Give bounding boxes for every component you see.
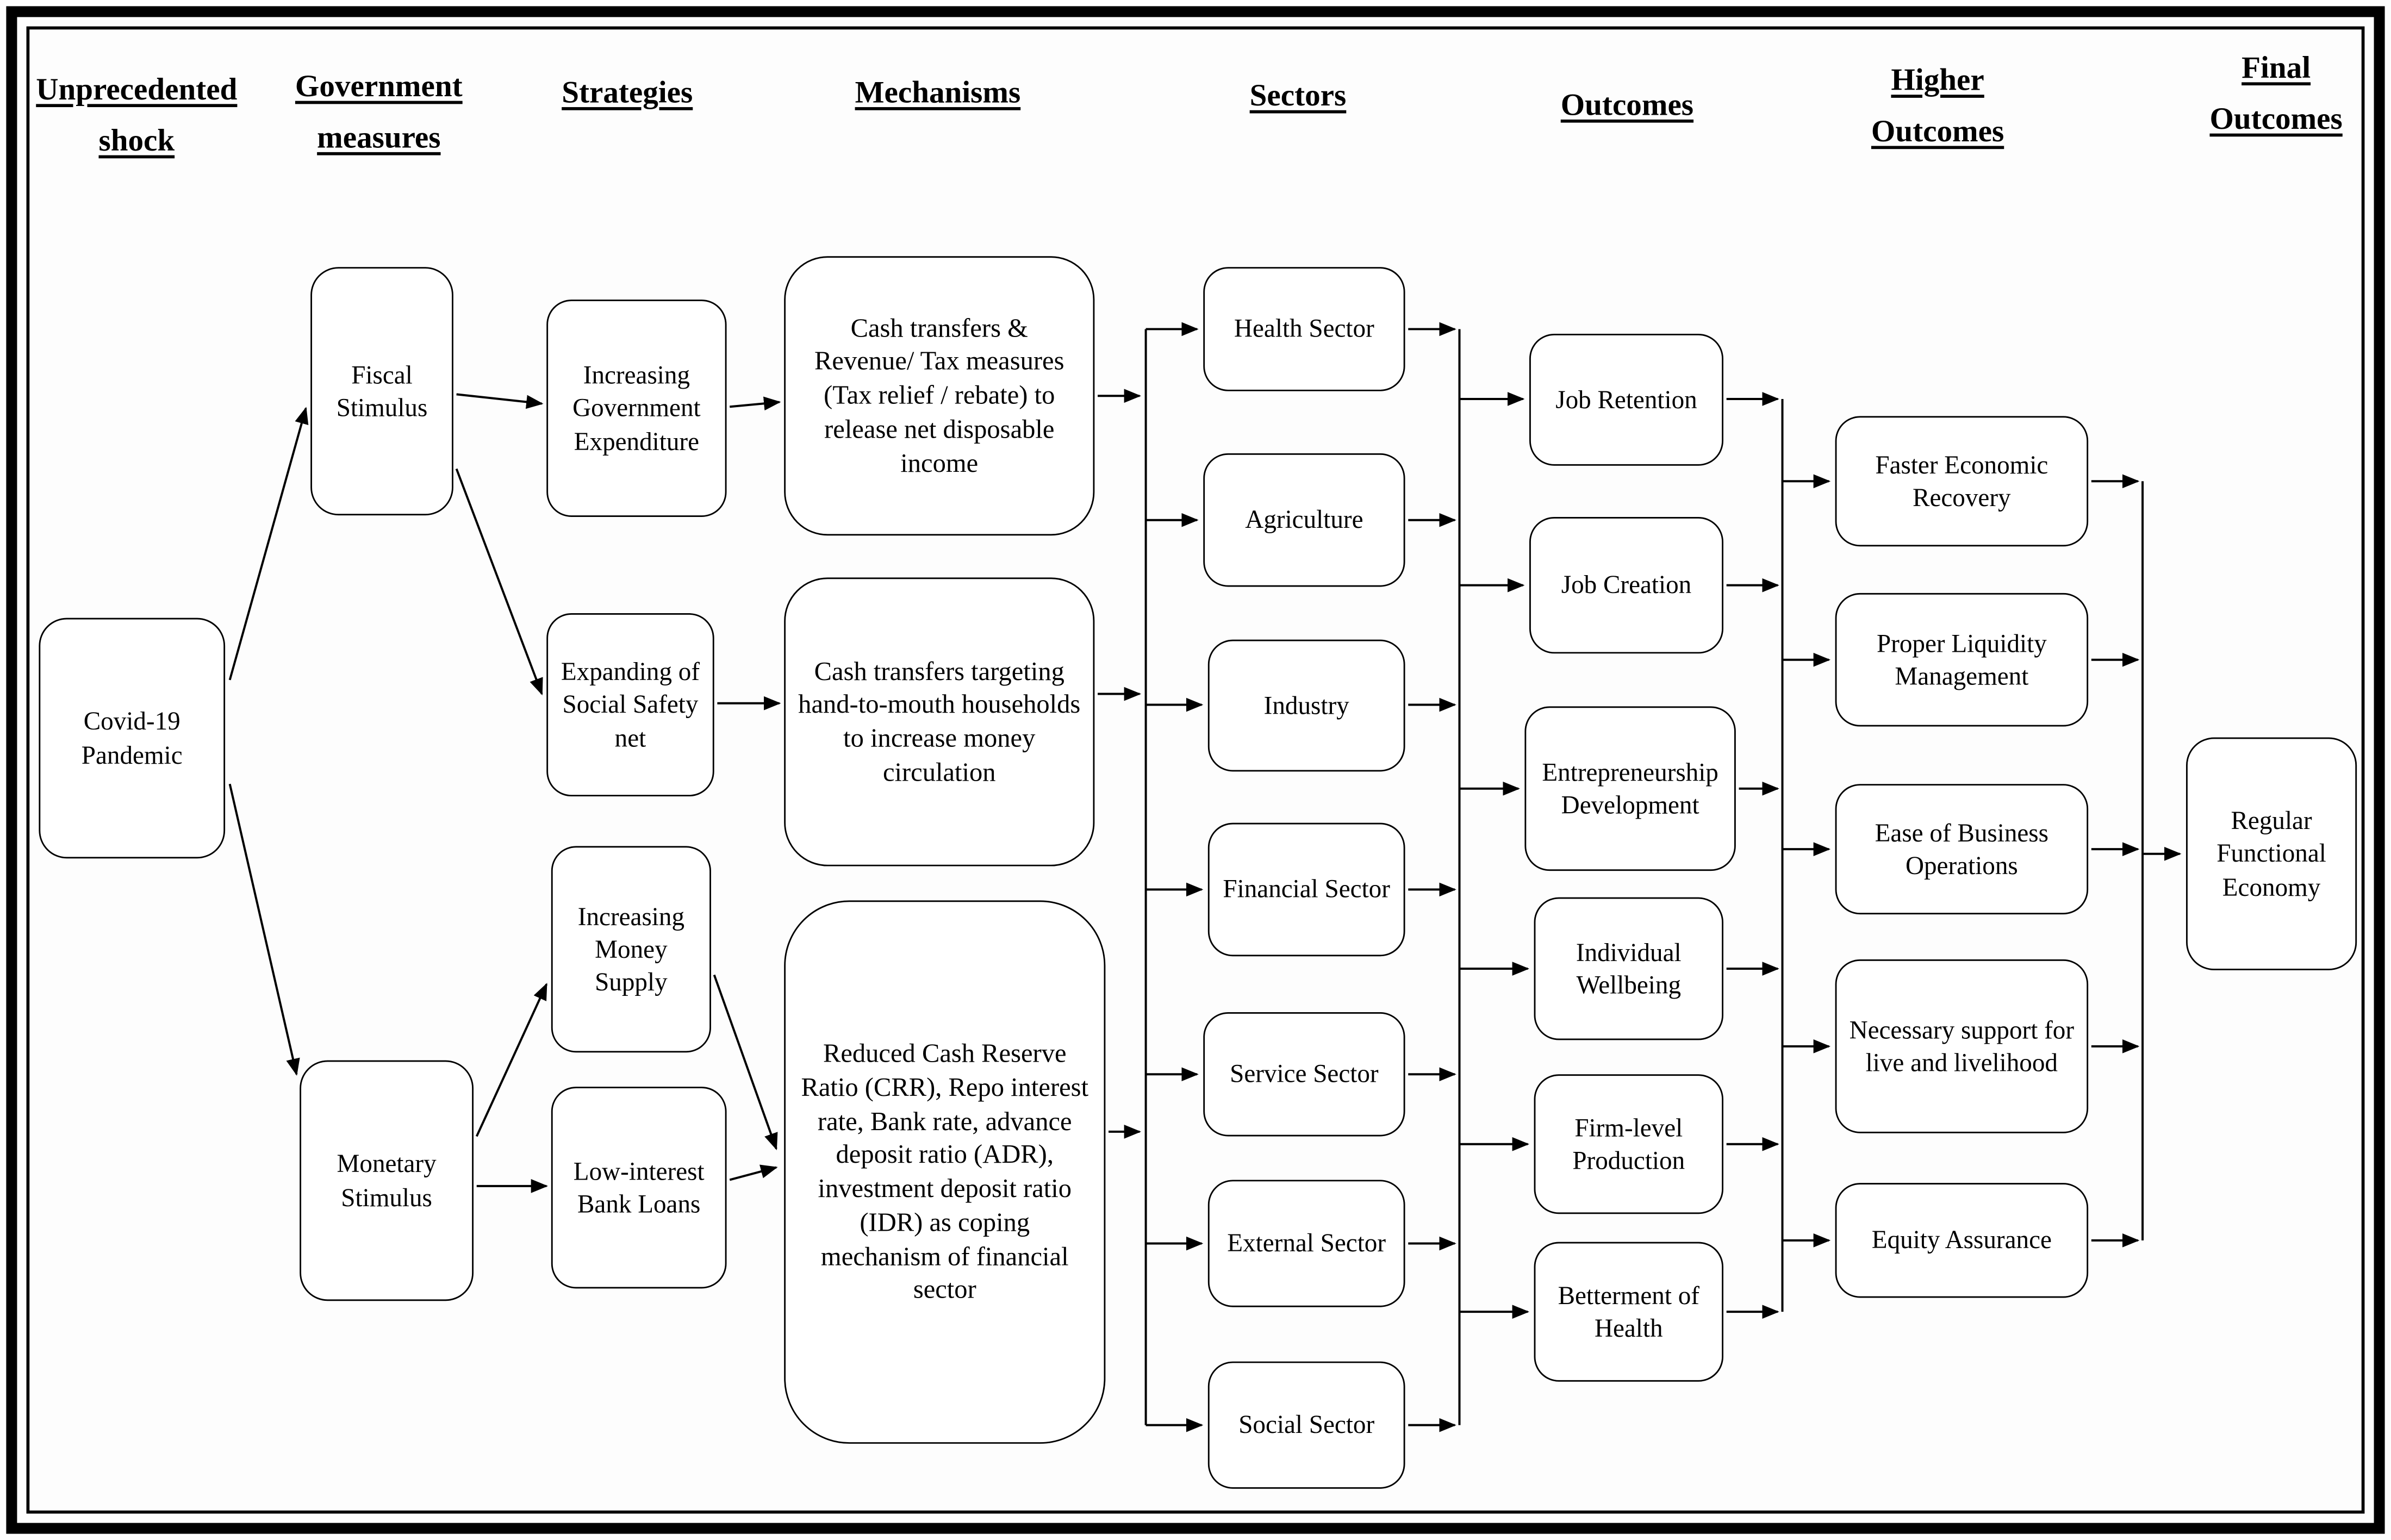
- node-sector-service: Service Sector: [1203, 1012, 1405, 1136]
- node-mechanism-cash-transfers-tax: Cash transfers & Revenue/ Tax measures (Tax relief / rebate) to release net disposable income: [784, 256, 1094, 535]
- node-expanding-social-safety-net: Expanding of Social Safety net: [546, 613, 714, 796]
- column-header-higher-outcomes: Higher Outcomes: [1871, 64, 2004, 149]
- node-outcome-firm-level-production: Firm-level Production: [1534, 1074, 1723, 1214]
- node-higher-faster-economic-recovery: Faster Economic Recovery: [1835, 416, 2089, 546]
- node-sector-external: External Sector: [1208, 1180, 1405, 1307]
- node-covid-pandemic: Covid-19 Pandemic: [39, 618, 225, 859]
- node-monetary-stimulus: Monetary Stimulus: [300, 1061, 474, 1301]
- node-increasing-government-expenditure: Increasing Government Expenditure: [546, 300, 726, 517]
- node-outcome-job-retention: Job Retention: [1529, 334, 1723, 466]
- node-higher-equity-assurance: Equity Assurance: [1835, 1183, 2089, 1298]
- node-low-interest-bank-loans: Low-interest Bank Loans: [551, 1087, 727, 1288]
- node-outcome-betterment-of-health: Betterment of Health: [1534, 1242, 1723, 1382]
- column-header-unprecedented-shock: Unprecedented shock: [36, 73, 238, 159]
- column-header-mechanisms: Mechanisms: [855, 76, 1021, 110]
- node-sector-industry: Industry: [1208, 640, 1405, 772]
- column-header-sectors: Sectors: [1249, 79, 1347, 114]
- column-header-outcomes: Outcomes: [1560, 88, 1694, 123]
- node-higher-necessary-support-livelihood: Necessary support for live and livelihood: [1835, 959, 2089, 1133]
- node-sector-agriculture: Agriculture: [1203, 453, 1405, 587]
- node-outcome-individual-wellbeing: Individual Wellbeing: [1534, 897, 1723, 1040]
- node-sector-health: Health Sector: [1203, 267, 1405, 391]
- node-mechanism-cash-transfers-households: Cash transfers targeting hand-to-mouth households to increase money circulation: [784, 577, 1094, 866]
- column-header-government-measures: Government measures: [295, 70, 463, 155]
- diagram-outer-border: [6, 6, 2384, 1533]
- node-outcome-job-creation: Job Creation: [1529, 517, 1723, 653]
- node-outcome-entrepreneurship-development: Entrepreneurship Development: [1524, 706, 1735, 871]
- node-higher-proper-liquidity-management: Proper Liquidity Management: [1835, 593, 2089, 727]
- node-increasing-money-supply: Increasing Money Supply: [551, 846, 711, 1052]
- node-final-regular-functional-economy: Regular Functional Economy: [2186, 738, 2357, 970]
- node-mechanism-reduced-crr: Reduced Cash Reserve Ratio (CRR), Repo interest rate, Bank rate, advance deposit ratio (ADR), investment deposit ratio (IDR) as coping mechanism of financial sector: [784, 900, 1105, 1444]
- node-fiscal-stimulus: Fiscal Stimulus: [310, 267, 453, 515]
- column-header-strategies: Strategies: [562, 76, 693, 110]
- node-sector-financial: Financial Sector: [1208, 823, 1405, 957]
- node-sector-social: Social Sector: [1208, 1362, 1405, 1489]
- column-header-final-outcomes: Final Outcomes: [2209, 51, 2343, 137]
- node-higher-ease-of-business-operations: Ease of Business Operations: [1835, 784, 2089, 914]
